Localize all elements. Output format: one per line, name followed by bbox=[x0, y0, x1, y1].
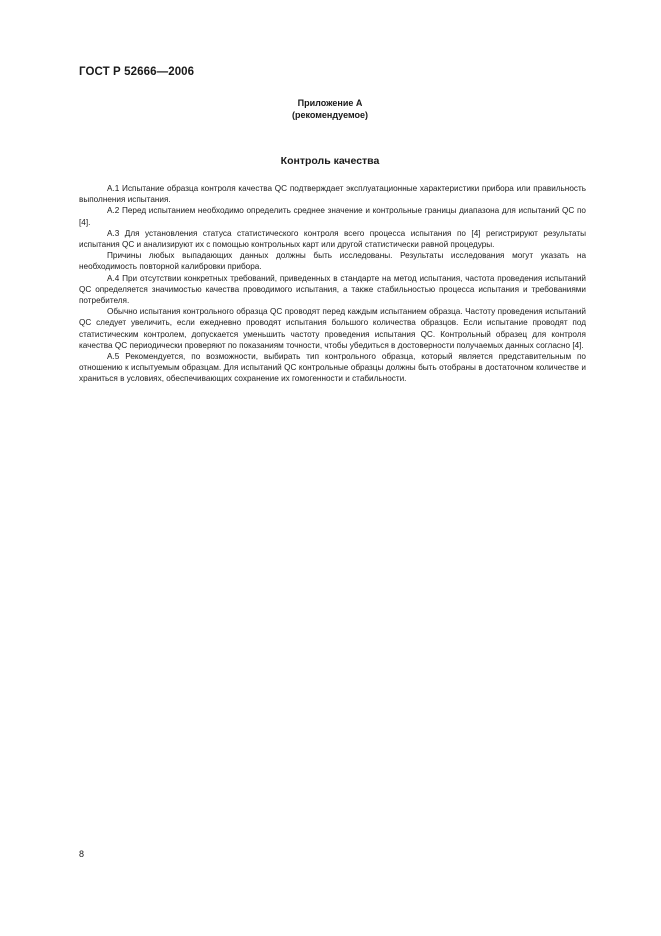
standard-header: ГОСТ Р 52666—2006 bbox=[79, 66, 195, 78]
section-title: Контроль качества bbox=[280, 155, 380, 167]
paragraph-a5: А.5 Рекомендуется, по возможности, выбирать тип контрольного образца, который является представительным по отношению к испытуемым образцам. Для испытаний QC контрольные образцы должны быть отобраны в достаточном количестве и храниться в условиях, обеспечивающих сохранение их гомогенности и стабильности. bbox=[79, 352, 586, 384]
annex-type: (рекомендуемое) bbox=[292, 110, 368, 120]
annex-title: Приложение А bbox=[297, 98, 363, 108]
body-text bbox=[79, 183, 586, 385]
paragraph-a4-note: Обычно испытания контрольного образца QC проводят перед каждым испытанием образца. Частоту проведения испытаний QC следует увеличить, если ежедневно проводят испытания большого количества образцов. Если испытание проводят под статистическим контролем, допускается уменьшить частоту проведения испытания QC. Контрольный образец для контроля качества QC периодически проверяют по показаниям точности, чтобы убедиться в достоверности получаемых данных согласно [4]. bbox=[79, 307, 586, 350]
paragraph-a1: А.1 Испытание образца контроля качества QC подтверждает эксплуатационные характеристики прибора или правильность выполнения испытания. bbox=[79, 184, 586, 205]
paragraph-a3: А.3 Для установления статуса статистического контроля всего процесса испытания по [4] регистрируют результаты испытания QC и анализируют их с помощью контрольных карт или другой статистически равной процедуры. bbox=[79, 228, 586, 250]
paragraph-a4: А.4 При отсутствии конкретных требований, приведенных в стандарте на метод испытания, частота проведения испытаний QC определяется значимостью качества проводимого испытания, а также стабильностью процесса испытания и требованиями потребителя. bbox=[79, 273, 586, 306]
page-number: 8 bbox=[79, 849, 85, 859]
paragraph-a2: А.2 Перед испытанием необходимо определить среднее значение и контрольные границы диапазона для испытаний QC по [4]. bbox=[79, 206, 586, 227]
paragraph-a3-note: Причины любых выпадающих данных должны быть исследованы. Результаты исследования могут указать на необходимость повторной калибровки прибора. bbox=[79, 251, 586, 272]
